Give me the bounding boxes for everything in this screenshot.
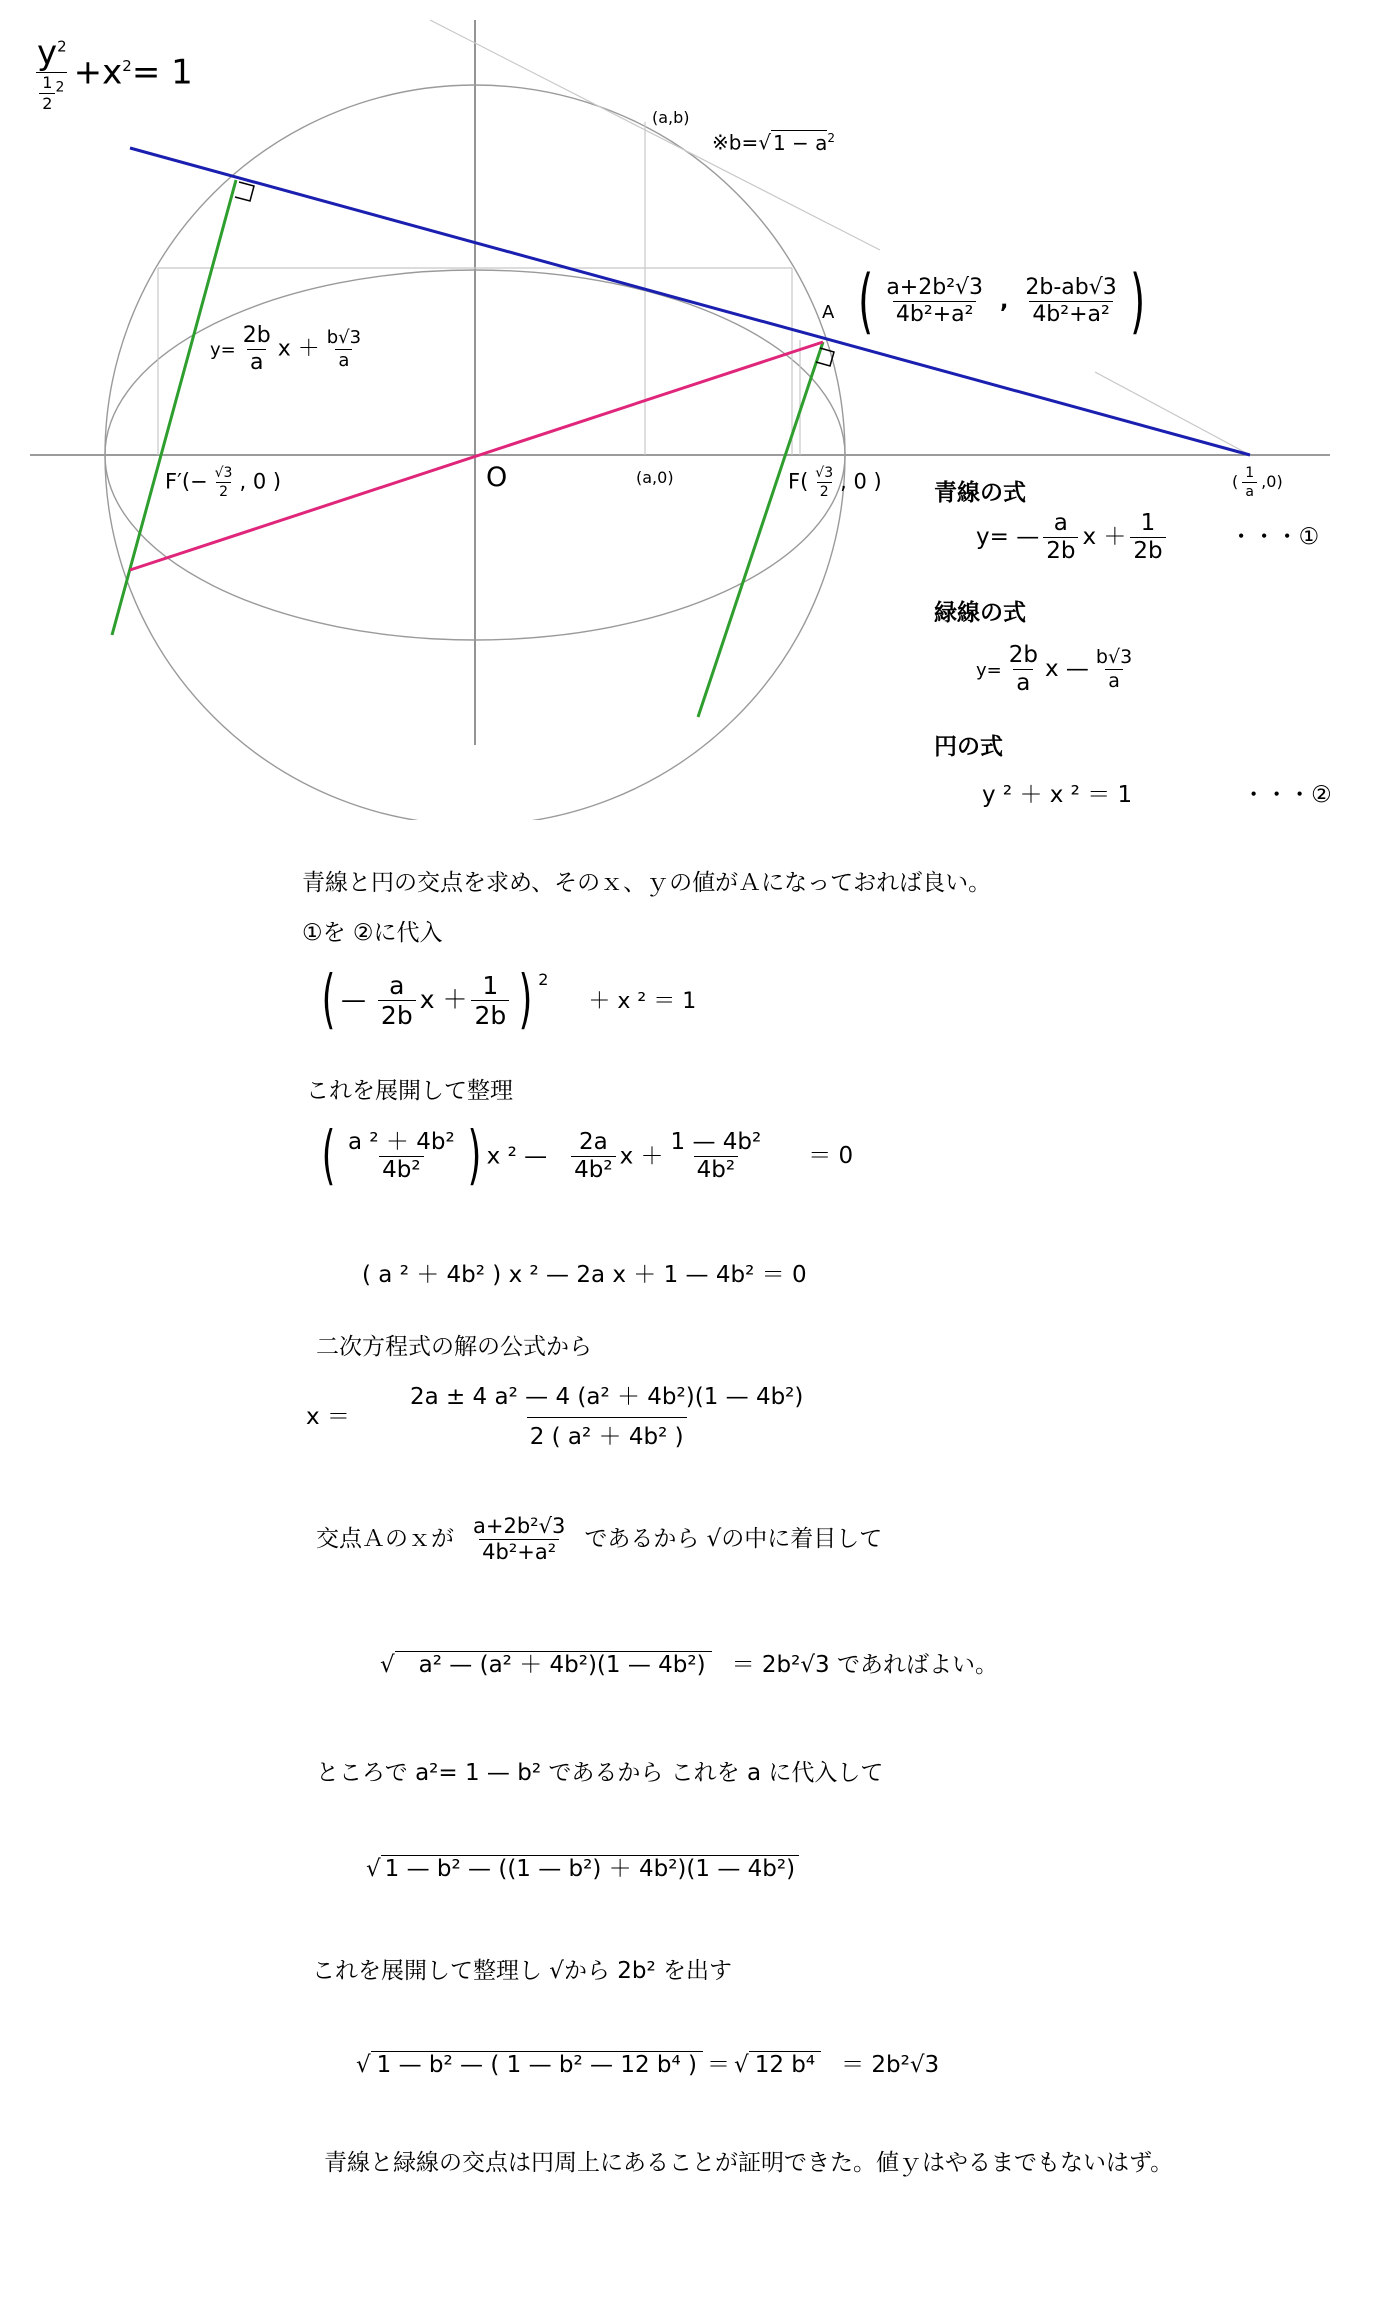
green-line-side-equation: y= $\frac{2b}{a}$ x — $\frac{b√3}{a}$ <box>976 642 1133 696</box>
conclusion: 青線と緑線の交点は円周上にあることが証明できた。値ｙはやるまでもないはず。 <box>324 2150 1174 2176</box>
point-a0-label: (a,0) <box>636 468 674 487</box>
point-A-coordinates: ( $\frac{\text{a+2b²√3}}{\text{4b²+a²}}$ , $\frac{2b-ab√3}{\text{4b²+a²}}$ ) <box>858 260 1145 342</box>
geometry-figure <box>0 0 1400 820</box>
ellipse-equation: $y^2$ $\frac{1}{2}$ $^2$ $+x^2= 1$ <box>37 33 193 113</box>
substitute-step: ①を ②に代入 <box>302 920 443 946</box>
blue-line-equation: y= — $\frac{a}{2b}$ x ＋ $\frac{1}{2b}$ ・・・① <box>976 510 1320 564</box>
green-line-right <box>698 342 823 717</box>
circle-equation: y ² ＋ x ² ＝ 1 ・・・② <box>982 782 1332 808</box>
equation-2: ( $\frac{\text{a ² ＋ 4b²}}{\text{4b²}}$ ) x ² — $\frac{2a}{\text{4b²}}$ x ＋ $\frac{\text{1 — 4b²}}{\text{4b²}}$ ＝ 0 <box>321 1119 854 1193</box>
equation-3: ( a ² ＋ 4b² ) x ² — 2a x ＋ 1 — 4b² ＝ 0 <box>362 1262 807 1288</box>
point-ab-label: (a,b) <box>652 108 690 127</box>
green-line-left <box>112 180 236 635</box>
focus-left-label: F′(− $\frac{√3}{2}$ , 0 ) <box>165 465 282 500</box>
blue-line-title: 青線の式 <box>934 480 1026 506</box>
equation-6: √ 1 — b² — ((1 — b²) ＋ 4b²)(1 — 4b²) <box>366 1858 799 1881</box>
proof-intro: 青線と円の交点を求め、そのｘ、ｙの値がＡになっておれば良い。 <box>302 870 992 896</box>
right-angle-marker-top <box>235 182 254 201</box>
equation-4: x ＝ $\frac{\text{2a ± 4 a² — 4 (a² ＋ 4b²)(1 — 4b²)}}{\text{2 ( a² ＋ 4b² )}}$ <box>306 1384 804 1450</box>
equation-5: √ a² — (a² ＋ 4b²)(1 — 4b²) ＝ 2b²√3 であればよい。 <box>380 1652 998 1678</box>
green-line-equation: y= $\frac{2b}{a}$ x ＋ $\frac{b√3}{a}$ <box>210 323 362 375</box>
focus-intro: 交点Ａのｘが $\frac{\text{a+2b²√3}}{\text{4b²+a²}}$ であるから √の中に着目して <box>316 1514 883 1564</box>
point-A-label: A <box>822 302 835 323</box>
green-line-title: 緑線の式 <box>934 600 1026 626</box>
expand-step-2: これを展開して整理し √から 2b² を出す <box>312 1958 733 1984</box>
pink-line <box>130 342 823 570</box>
quadratic-formula-step: 二次方程式の解の公式から <box>316 1334 592 1360</box>
substitution-line: ところで a²= 1 — b² であるから これを a に代入して <box>316 1760 884 1786</box>
helper-tangent-lower <box>1095 372 1250 455</box>
equation-1: ( — $\frac{a}{2b}$ x ＋ $\frac{1}{2b}$ ) $^2$＋ x ² ＝ 1 <box>321 963 697 1037</box>
b-definition: ※b=√ $1 - a^2$ <box>712 130 836 155</box>
equation-7: √ 1 — b² — ( 1 — b² — 12 b⁴ ) ＝ √ 12 b⁴ ＝ 2b²√3 <box>356 2052 940 2078</box>
circle-title: 円の式 <box>934 734 1003 760</box>
expand-step: これを展開して整理 <box>306 1078 513 1104</box>
origin-label: O <box>486 462 508 493</box>
point-1a0-label: ( $\frac{1}{a}$ ,0) <box>1232 465 1283 500</box>
focus-right-label: F( $\frac{√3}{2}$ , 0 ) <box>788 465 882 500</box>
